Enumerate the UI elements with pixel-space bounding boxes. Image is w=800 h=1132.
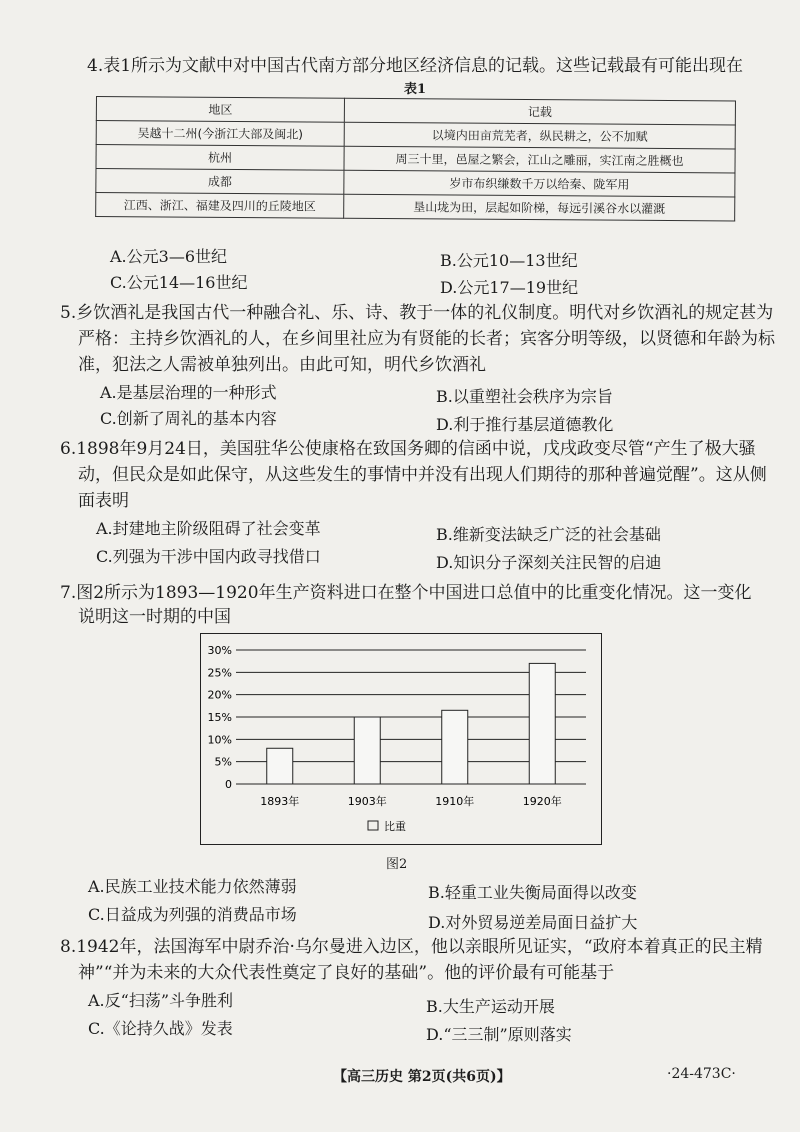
table-cell-region: 杭州	[96, 145, 344, 171]
q7-option-d: D.对外贸易逆差局面日益扩大	[428, 913, 638, 932]
q6-option-d: D.知识分子深刻关注民智的启迪	[436, 553, 662, 572]
page-label: 【高三历史 第2页(共6页)】	[333, 1069, 511, 1085]
import-ratio-chart	[200, 633, 602, 845]
x-tick-label: 1920年	[522, 795, 562, 808]
q6-line-3: 面表明	[78, 491, 129, 511]
q6-option-b: B.维新变法缺乏广泛的社会基础	[436, 525, 661, 544]
legend-label: 比重	[384, 820, 406, 833]
q7-line-1: 7.图2所示为1893—1920年生产资料进口在整个中国进口总值中的比重变化情况。这一变化	[60, 583, 752, 603]
table-cell-record: 垦山垅为田，层起如阶梯，每远引溪谷水以灌溉	[344, 194, 735, 221]
y-tick-label: 30%	[207, 644, 232, 657]
q6-option-a: A.封建地主阶级阻碍了社会变革	[96, 519, 321, 538]
q6-option-c: C.列强为干涉中国内政寻找借口	[96, 547, 321, 566]
y-tick-label: 0	[225, 778, 232, 791]
bar-1893年	[267, 748, 293, 784]
x-tick-label: 1910年	[435, 795, 475, 808]
table-cell-record: 以境内田亩荒芜者，纵民耕之，公不加赋	[344, 122, 735, 149]
q5-line-1: 5.乡饮酒礼是我国古代一种融合礼、乐、诗、教于一体的礼仪制度。明代对乡饮酒礼的规定甚为	[60, 303, 774, 323]
x-tick-label: 1903年	[347, 795, 387, 808]
q5-line-3: 准，犯法之人需被单独列出。由此可知，明代乡饮酒礼	[78, 355, 486, 375]
q7-option-b: B.轻重工业失衡局面得以改变	[428, 883, 637, 902]
q5-line-2: 严格：主持乡饮酒礼的人，在乡间里社应为有贤能的长者；宾客分明等级，以贤德和年龄为标	[78, 329, 775, 349]
q7-option-c: C.日益成为列强的消费品市场	[88, 905, 297, 924]
bars	[267, 663, 556, 784]
q8-line-1: 8.1942年，法国海军中尉乔治·乌尔曼进入边区，他以亲眼所见证实，“政府本着真正的民主精	[60, 937, 763, 957]
axis-labels	[208, 644, 562, 808]
q5-option-b: B.以重塑社会秩序为宗旨	[436, 387, 613, 406]
table-cell-region: 吴越十二州(今浙江大部及闽北)	[96, 121, 344, 147]
y-tick-label: 5%	[214, 755, 232, 769]
q5-option-c: C.创新了周礼的基本内容	[100, 409, 277, 428]
q4-option-c: C.公元14—16世纪	[110, 273, 248, 292]
bar-chart	[200, 633, 602, 845]
legend-swatch	[368, 821, 378, 830]
q4-option-a: A.公元3—6世纪	[110, 247, 228, 266]
q4-stem: 4.表1所示为文献中对中国古代南方部分地区经济信息的记载。这些记载最有可能出现在	[87, 56, 744, 76]
bar-1903年	[354, 717, 380, 784]
q8-option-c: C.《论持久战》发表	[88, 1019, 233, 1038]
y-tick-label: 15%	[207, 711, 232, 724]
y-tick-label: 25%	[207, 666, 232, 680]
q4-option-b: B.公元10—13世纪	[440, 251, 578, 270]
x-tick-label: 1893年	[260, 795, 300, 808]
bar-1920年	[529, 663, 555, 784]
q8-option-a: A.反“扫荡”斗争胜利	[88, 991, 234, 1010]
q8-option-b: B.大生产运动开展	[426, 997, 555, 1016]
q8-option-d: D.“三三制”原则落实	[426, 1025, 572, 1044]
figure-caption: 图2	[386, 857, 408, 872]
bar-1910年	[442, 710, 468, 784]
table-cell-record: 周三十里，邑屋之繁会，江山之雕丽，实江南之胜概也	[344, 146, 735, 173]
y-tick-label: 10%	[207, 733, 232, 747]
table-cell-region: 江西、浙江、福建及四川的丘陵地区	[96, 193, 344, 219]
q5-option-d: D.利于推行基层道德教化	[436, 415, 614, 434]
exam-code: ·24-473C·	[667, 1066, 736, 1082]
q7-line-2: 说明这一时期的中国	[78, 607, 231, 627]
q6-line-2: 动，但民众是如此保守，从这些发生的事情中并没有出现人们期待的那种普遍觉醒”。这从侧	[78, 465, 767, 485]
q6-line-1: 6.1898年9月24日，美国驻华公使康格在致国务卿的信函中说，戊戌政变尽管“产生了极大骚	[60, 439, 756, 459]
y-tick-label: 20%	[207, 688, 232, 702]
table-cell-record: 岁市布织缣数千万以给秦、陇军用	[344, 170, 735, 197]
table-caption: 表1	[404, 82, 427, 97]
q8-line-2: 神”“并为未来的大众代表性奠定了良好的基础”。他的评价最有可能基于	[78, 963, 615, 983]
q5-option-a: A.是基层治理的一种形式	[100, 383, 277, 402]
table-row	[96, 193, 735, 221]
table-header-record: 记载	[344, 98, 735, 125]
q7-option-a: A.民族工业技术能力依然薄弱	[88, 877, 297, 896]
table-header-region: 地区	[96, 97, 344, 123]
q4-option-d: D.公元17—19世纪	[440, 278, 579, 297]
table-cell-region: 成都	[96, 169, 344, 195]
economy-table	[95, 96, 736, 221]
